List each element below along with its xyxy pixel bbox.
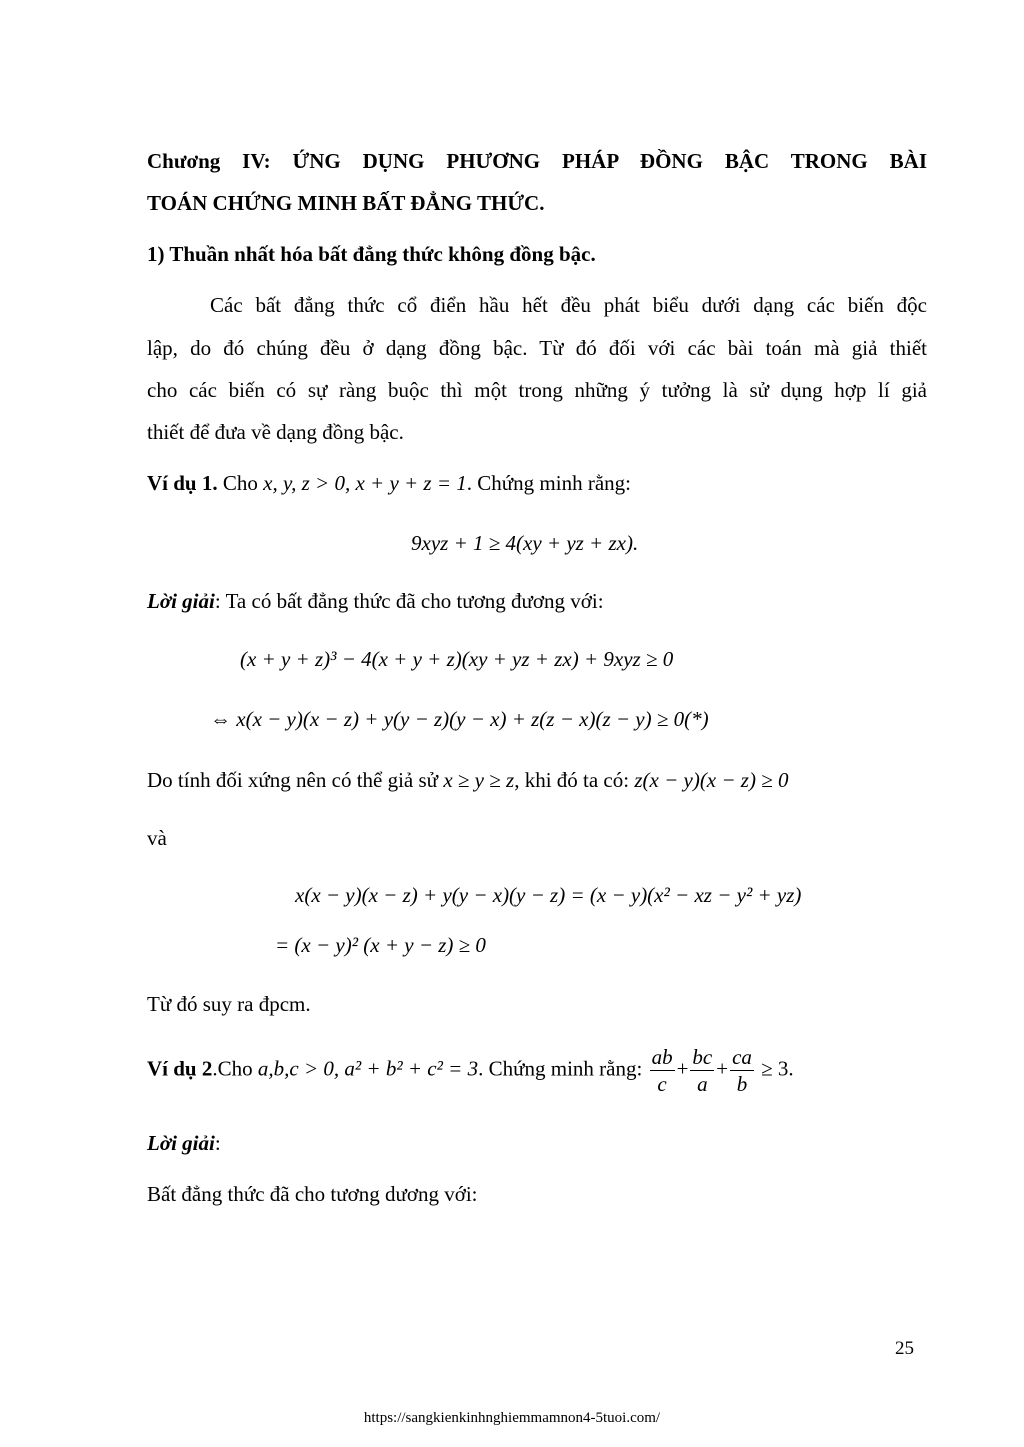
example2-solution-label: Lời giải: (147, 1131, 221, 1155)
page-number: 25 (895, 1338, 914, 1359)
example1-prefix: Cho (217, 471, 264, 495)
paragraph-line-4: thiết để đưa về dạng đồng bậc. (147, 420, 404, 444)
example1-solution-intro (147, 588, 927, 615)
fraction-ab-over-c: $\frac{ab}{c}$ (651, 1045, 673, 1097)
equation-1: (x + y + z)³ − 4(x + y + z)(xy + yz + zx) + 9xyz ≥ 0 (240, 647, 674, 671)
example1-condition: x, y, z > 0, x + y + z = 1 (263, 471, 467, 495)
fraction-bc-over-a: $\frac{bc}{a}$ (692, 1045, 713, 1097)
chapter-title-line1: Chương IV: ỨNG DỤNG PHƯƠNG PHÁP ĐỒNG BẬC TRONG BÀI (147, 149, 927, 173)
symmetry-condition: x ≥ y ≥ z (443, 768, 515, 792)
example1-solution-label: Lời giải (147, 589, 215, 613)
example2-statement: Ví dụ 2.Cho a,b,c > 0, a² + b² + c² = 3. Chứng minh rằng: $\frac{ab}{c}$ + $\frac{bc}{a}$ + $\frac{ca}{b}$ ≥ 3. (147, 1045, 794, 1097)
and-word: và (147, 826, 167, 850)
chapter-title-line2: TOÁN CHỨNG MINH BẤT ĐẲNG THỨC. (147, 191, 545, 215)
conclusion: Từ đó suy ra đpcm. (147, 992, 311, 1016)
equation-3: x(x − y)(x − z) + y(y − x)(y − z) = (x − y)(x² − xz − y² + yz) (295, 883, 802, 907)
paragraph-line-3: cho các biến có sự ràng buộc thì một trong những ý tưởng là sử dụng hợp lí giả (147, 378, 927, 402)
example1-solution-text: : Ta có bất đẳng thức đã cho tương đương với: (214, 589, 604, 613)
paragraph-line-1: Các bất đẳng thức cổ điển hầu hết đều phát biểu dưới dạng các biến độc (210, 293, 927, 317)
equation-2: ⇔ x(x − y)(x − z) + y(y − z)(y − x) + z(z − x)(z − y) ≥ 0(*) (210, 707, 709, 731)
footer-url[interactable]: https://sangkienkinhnghiemmamnon4-5tuoi.com/ (363, 1410, 661, 1426)
symmetry-statement (147, 767, 907, 794)
example1-statement (147, 470, 927, 497)
paragraph-line-2: lập, do đó chúng đều ở dạng đồng bậc. Từ đó đối với các bài toán mà giả thiết (147, 336, 927, 360)
symmetry-result: z(x − y)(x − z) ≥ 0 (634, 768, 789, 792)
fraction-ca-over-b: $\frac{ca}{b}$ (732, 1045, 752, 1097)
example1-inequality: 9xyz + 1 ≥ 4(xy + yz + zx). (411, 531, 639, 555)
example2-label: Ví dụ 2 (147, 1056, 213, 1081)
symmetry-mid: , khi đó ta có: (514, 768, 635, 792)
example2-suffix: . Chứng minh rằng: (478, 1056, 648, 1081)
example1-suffix: . Chứng minh rằng: (466, 471, 631, 495)
symmetry-text: Do tính đối xứng nên có thể giả sử (147, 768, 444, 792)
equation-4: = (x − y)² (x + y − z) ≥ 0 (275, 933, 486, 957)
example1-label: Ví dụ 1. (147, 471, 218, 495)
section-heading: 1) Thuần nhất hóa bất đẳng thức không đồng bậc. (147, 242, 596, 266)
example2-prefix: .Cho (212, 1056, 258, 1081)
example2-condition: a,b,c > 0, a² + b² + c² = 3 (257, 1056, 479, 1081)
example2-rhs: ≥ 3. (755, 1056, 794, 1081)
example2-solution-text: Bất đẳng thức đã cho tương dương với: (147, 1182, 478, 1206)
